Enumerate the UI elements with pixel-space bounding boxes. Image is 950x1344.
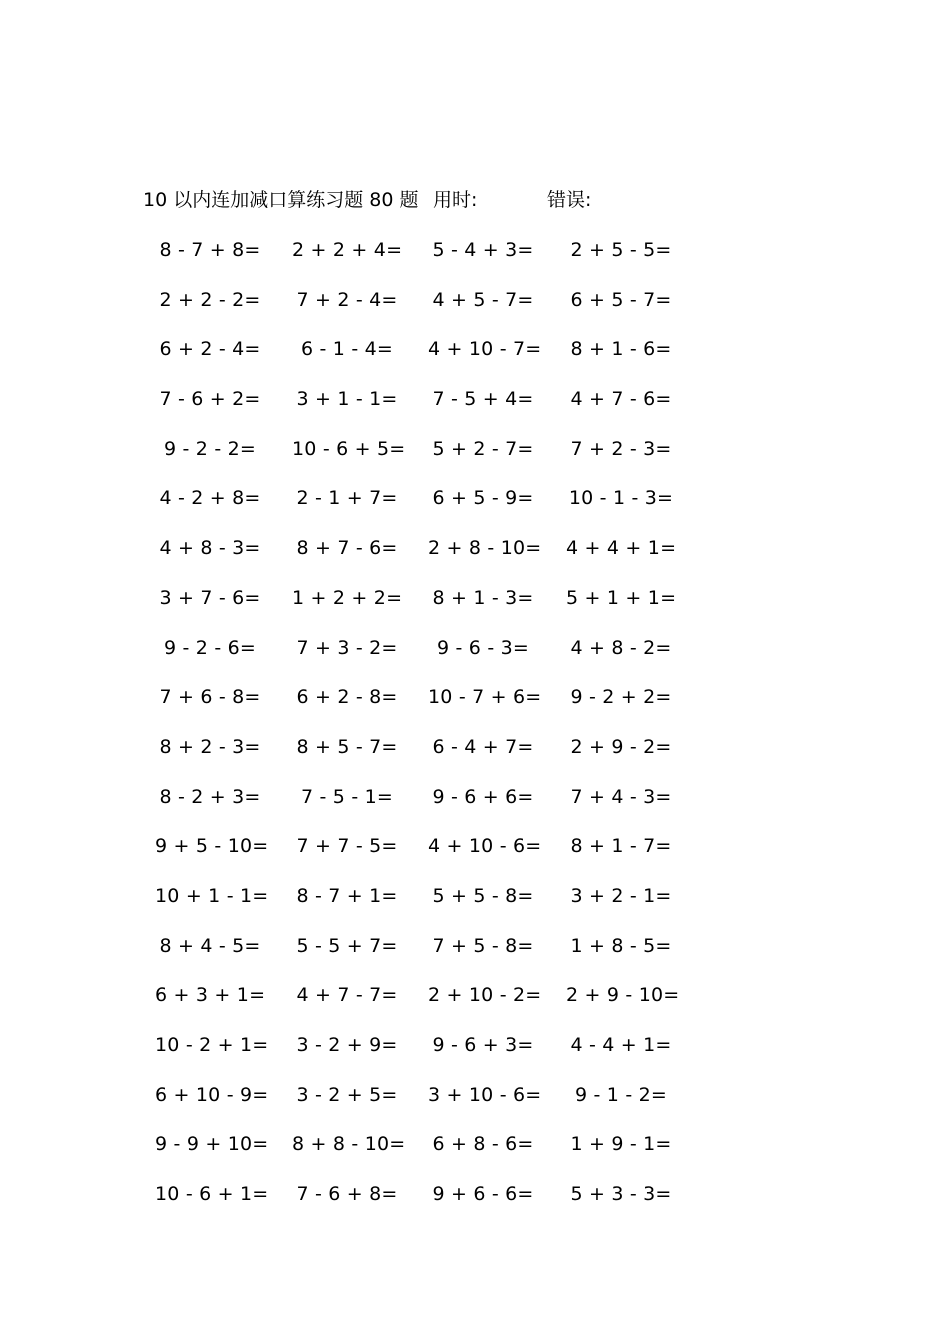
math-problem: 7 + 2 - 4= xyxy=(296,288,398,311)
problem-row xyxy=(0,534,950,584)
problem-row xyxy=(0,435,950,485)
problem-row xyxy=(0,1130,950,1180)
math-problem: 2 + 9 - 10= xyxy=(566,984,680,1007)
math-problem: 9 - 1 - 2= xyxy=(574,1083,668,1106)
math-problem: 5 + 5 - 8= xyxy=(432,884,534,907)
math-problem: 1 + 2 + 2= xyxy=(292,586,403,609)
problem-row xyxy=(0,385,950,435)
problem-row xyxy=(0,335,950,385)
problem-row xyxy=(0,634,950,684)
math-problem: 5 + 1 + 1= xyxy=(566,586,677,609)
math-problem: 10 - 6 + 1= xyxy=(155,1183,269,1206)
math-problem: 6 + 5 - 7= xyxy=(570,288,672,311)
problem-row xyxy=(0,236,950,286)
math-problem: 4 + 7 - 7= xyxy=(296,984,398,1007)
math-problem: 5 + 2 - 7= xyxy=(432,437,534,460)
math-problem: 7 - 5 + 4= xyxy=(432,388,534,411)
math-problem: 6 + 3 + 1= xyxy=(155,984,266,1007)
math-problem: 8 - 7 + 8= xyxy=(159,239,261,261)
math-problem: 10 - 6 + 5= xyxy=(292,437,406,460)
math-problem: 8 - 7 + 1= xyxy=(296,884,398,907)
problem-row xyxy=(0,584,950,634)
math-problem: 9 - 2 - 6= xyxy=(163,636,257,659)
problem-row xyxy=(0,484,950,534)
math-problem: 9 - 6 + 3= xyxy=(432,1034,534,1056)
math-problem: 7 + 6 - 8= xyxy=(159,686,261,709)
math-problem: 4 + 5 - 7= xyxy=(432,288,534,311)
problem-grid xyxy=(0,236,950,1230)
math-problem: 7 + 5 - 8= xyxy=(432,934,534,957)
math-problem: 2 + 2 - 2= xyxy=(159,288,261,311)
math-problem: 5 - 4 + 3= xyxy=(432,239,534,261)
math-problem: 2 + 9 - 2= xyxy=(570,735,672,758)
math-problem: 9 - 2 + 2= xyxy=(570,686,672,709)
math-problem: 6 + 10 - 9= xyxy=(155,1083,269,1106)
problem-row xyxy=(0,981,950,1031)
math-problem: 8 + 1 - 6= xyxy=(570,338,672,361)
math-problem: 6 + 5 - 9= xyxy=(432,487,534,510)
problem-row xyxy=(0,832,950,882)
math-problem: 8 + 1 - 7= xyxy=(570,835,672,858)
math-problem: 7 - 6 + 2= xyxy=(159,388,261,411)
math-problem: 1 + 8 - 5= xyxy=(570,934,672,957)
math-problem: 3 + 10 - 6= xyxy=(428,1083,542,1106)
math-problem: 3 + 7 - 6= xyxy=(159,586,261,609)
math-problem: 2 - 1 + 7= xyxy=(296,487,398,510)
math-problem: 6 + 8 - 6= xyxy=(432,1133,534,1156)
problem-row xyxy=(0,1031,950,1081)
problem-row xyxy=(0,1081,950,1131)
math-problem: 10 - 2 + 1= xyxy=(155,1034,269,1056)
math-problem: 5 + 3 - 3= xyxy=(570,1183,672,1206)
math-problem: 7 - 5 - 1= xyxy=(300,785,394,808)
math-problem: 9 + 5 - 10= xyxy=(155,835,269,858)
problem-row xyxy=(0,932,950,982)
math-problem: 7 + 2 - 3= xyxy=(570,437,672,460)
math-problem: 9 + 6 - 6= xyxy=(432,1183,534,1206)
math-problem: 4 - 4 + 1= xyxy=(570,1034,672,1056)
problem-row xyxy=(0,733,950,783)
math-problem: 8 + 4 - 5= xyxy=(159,934,261,957)
math-problem: 6 - 1 - 4= xyxy=(300,338,394,361)
math-problem: 8 + 7 - 6= xyxy=(296,537,398,560)
math-problem: 9 - 2 - 2= xyxy=(163,437,257,460)
problem-row xyxy=(0,783,950,833)
math-problem: 8 + 1 - 3= xyxy=(432,586,534,609)
math-problem: 2 + 10 - 2= xyxy=(428,984,542,1007)
math-problem: 4 + 10 - 7= xyxy=(428,338,542,361)
problem-row xyxy=(0,882,950,932)
math-problem: 5 - 5 + 7= xyxy=(296,934,398,957)
math-problem: 9 - 6 - 3= xyxy=(436,636,530,659)
math-problem: 9 - 6 + 6= xyxy=(432,785,534,808)
math-problem: 2 + 5 - 5= xyxy=(570,239,672,261)
math-problem: 4 - 2 + 8= xyxy=(159,487,261,510)
math-problem: 6 + 2 - 8= xyxy=(296,686,398,709)
problem-row xyxy=(0,683,950,733)
math-problem: 1 + 9 - 1= xyxy=(570,1133,672,1156)
math-problem: 8 + 8 - 10= xyxy=(292,1133,406,1156)
math-problem: 4 + 8 - 3= xyxy=(159,537,261,560)
math-problem: 4 + 8 - 2= xyxy=(570,636,672,659)
math-problem: 4 + 4 + 1= xyxy=(566,537,677,560)
math-problem: 10 + 1 - 1= xyxy=(155,884,269,907)
math-problem: 7 - 6 + 8= xyxy=(296,1183,398,1206)
math-problem: 3 + 1 - 1= xyxy=(296,388,398,411)
math-problem: 7 + 3 - 2= xyxy=(296,636,398,659)
problem-row xyxy=(0,286,950,336)
math-problem: 8 + 5 - 7= xyxy=(296,735,398,758)
math-problem: 2 + 2 + 4= xyxy=(292,239,403,261)
problem-row xyxy=(0,1180,950,1230)
math-problem: 6 + 2 - 4= xyxy=(159,338,261,361)
math-problem: 7 + 4 - 3= xyxy=(570,785,672,808)
math-problem: 8 + 2 - 3= xyxy=(159,735,261,758)
errors-label: 错误: xyxy=(547,189,592,211)
math-problem: 3 - 2 + 5= xyxy=(296,1083,398,1106)
math-problem: 3 - 2 + 9= xyxy=(296,1034,398,1056)
time-used-label: 用时: xyxy=(433,189,478,211)
math-problem: 9 - 9 + 10= xyxy=(155,1133,269,1156)
math-problem: 4 + 7 - 6= xyxy=(570,388,672,411)
math-problem: 8 - 2 + 3= xyxy=(159,785,261,808)
math-problem: 3 + 2 - 1= xyxy=(570,884,672,907)
math-problem: 6 - 4 + 7= xyxy=(432,735,534,758)
math-problem: 10 - 7 + 6= xyxy=(428,686,542,709)
math-problem: 10 - 1 - 3= xyxy=(568,487,674,510)
math-problem: 4 + 10 - 6= xyxy=(428,835,542,858)
worksheet-title: 10 以内连加减口算练习题 80 题 xyxy=(143,189,419,211)
math-problem: 7 + 7 - 5= xyxy=(296,835,398,858)
math-problem: 2 + 8 - 10= xyxy=(428,537,542,560)
